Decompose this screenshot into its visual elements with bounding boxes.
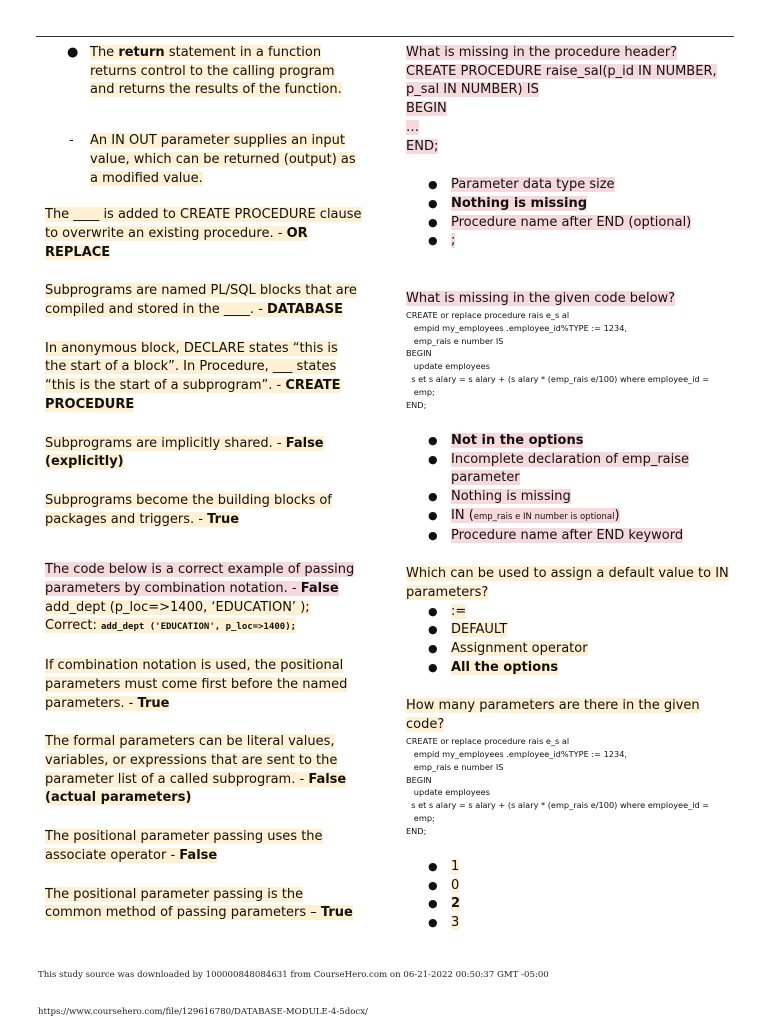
option-item: ● IN (emp_rais e IN number is optional) (428, 507, 620, 523)
procedure-header-question: What is missing in the procedure header? CREATE PROCEDURE raise_sal(p_id IN NUMBER, p_sal IN NUMBER) IS BEGIN … END; (406, 45, 717, 154)
option-item: ● Assignment operator (428, 641, 588, 657)
option-item: ● Incomplete declaration of emp_raise parameter (428, 451, 690, 486)
question-positional-first: If combination notation is used, the positional parameters must come first before the named parameters. - True (45, 658, 348, 711)
question-implicitly-shared: Subprograms are implicitly shared. - False (explicitly) (45, 435, 324, 470)
question-common-method: The positional parameter passing is the common method of passing parameters – True (45, 886, 353, 921)
source-url[interactable]: https://www.coursehero.com/file/129616780/DATABASE-MODULE-4-5docx/ (38, 1007, 368, 1017)
option-item: ● Not in the options (428, 432, 584, 448)
parameter-count-options (406, 858, 732, 933)
procedure-header-options (406, 176, 732, 251)
option-item: ● ; (428, 233, 456, 249)
option-item: ● 0 (428, 877, 460, 893)
left-column (45, 44, 363, 923)
bullet-text: The return statement in a function returns control to the calling program and returns the results of the function. (90, 45, 342, 98)
right-column (406, 44, 732, 933)
option-item: ● 1 (428, 859, 460, 875)
question-associate-operator: The positional parameter passing uses the associate operator - False (45, 829, 323, 863)
code-block: CREATE or replace procedure rais e_s al empid my_employees .employee_id%TYPE := 1234, emp_rais e number IS BEGIN update employees s et s alary = s alary + (s alary * (emp_rais e/100) where employee_id = emp; END; (406, 735, 710, 837)
in-out-bullet (45, 132, 363, 188)
option-item: ● Nothing is missing (428, 195, 588, 211)
option-item: ● Procedure name after END (optional) (428, 214, 692, 230)
question-building-blocks: Subprograms become the building blocks of packages and triggers. - True (45, 492, 332, 527)
question-or-replace: The ____ is added to CREATE PROCEDURE clause to overwrite an existing procedure. - OR REPLACE (45, 207, 362, 260)
option-item: ● DEFAULT (428, 622, 508, 638)
option-item: ● All the options (428, 659, 559, 675)
top-rule (36, 36, 734, 37)
parameter-count-question: How many parameters are there in the given code? (406, 698, 700, 733)
return-statement-bullet (45, 44, 363, 100)
default-value-question: Which can be used to assign a default value to IN parameters? (406, 566, 729, 600)
question-formal-parameters: The formal parameters can be literal values, variables, or expressions that are sent to the parameter list of a called subprogram. - False (actual parameters) (45, 734, 347, 806)
default-value-options (406, 603, 732, 678)
missing-code-question: What is missing in the given code below? (406, 291, 676, 307)
dash-marker: - (69, 133, 74, 149)
option-item: ● := (428, 603, 467, 619)
download-notice: This study source was downloaded by 100000848084631 from CourseHero.com on 06-21-2022 00:50:37 GMT -05:00 (38, 970, 549, 980)
question-combination-notation: The code below is a correct example of passing parameters by combination notation. - False add_dept (p_loc=>1400, ‘EDUCATION’ ); Correct: add_dept ('EDUCATION', p_loc=>1400); (45, 562, 355, 634)
missing-code-options (406, 432, 732, 545)
bullet-text: An IN OUT parameter supplies an input value, which can be returned (output) as a modified value. (90, 133, 356, 186)
code-block: CREATE or replace procedure rais e_s al empid my_employees .employee_id%TYPE := 1234, emp_rais e number IS BEGIN update employees s et s alary = s alary + (s alary * (emp_rais e/100) where employee_id = emp; END; (406, 309, 710, 411)
bullet-marker: ● (67, 45, 79, 60)
option-item: ● 2 (428, 896, 461, 912)
question-database: Subprograms are named PL/SQL blocks that are compiled and stored in the ____. - DATABASE (45, 283, 357, 318)
question-create-procedure: In anonymous block, DECLARE states “this is the start of a block”. In Procedure, ___ states “this is the start of a subprogram”. - CREATE PROCEDURE (45, 340, 341, 412)
option-item: ● 3 (428, 915, 460, 931)
option-item: ● Nothing is missing (428, 489, 571, 505)
option-item: ● Parameter data type size (428, 177, 615, 193)
option-item: ● Procedure name after END keyword (428, 527, 684, 543)
